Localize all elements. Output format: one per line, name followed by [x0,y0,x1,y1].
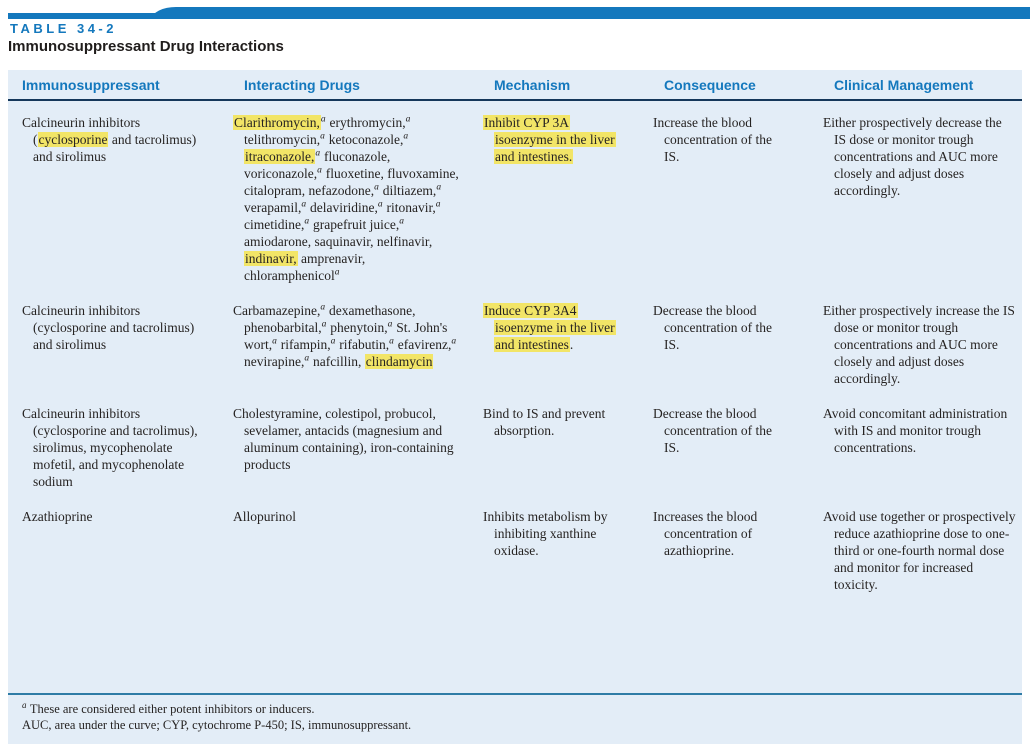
cell-interacting-drugs [233,302,483,387]
text-segment: dexamethasone, phenobarbital, [244,303,416,335]
table-row [8,508,1022,593]
cell-consequence [653,405,823,490]
highlighted-text: Inhibit CYP 3A isoenzyme in the liver and intestines. [484,115,615,164]
text-segment: St. John's wort, [244,320,448,352]
footnote-marker: a [304,353,310,364]
text-segment: Azathioprine [22,509,93,524]
text-segment: Inhibits metabolism by inhibiting xanthine oxidase. [483,509,608,558]
text-segment: cimetidine, [244,217,305,232]
footnote-marker: a [334,267,340,278]
text-segment: amprenavir, chloramphenicol [244,251,366,283]
column-header-clinical-management: Clinical Management [834,76,974,93]
cell-clinical-management [823,508,1022,593]
footnote-marker: a [301,199,307,210]
footnote-abbreviations [22,717,1012,733]
text-segment: efavirenz, [394,337,452,352]
text-segment: Calcineurin inhibitors (cyclosporine and tacrolimus), sirolimus, mycophenolate mofetil, and mycophenolate sodium [22,406,198,489]
footnote-marker: a [389,336,395,347]
highlighted-text: itraconazole, [245,149,315,164]
text-segment: Increases the blood concentration of azathioprine. [653,509,758,558]
drug-interactions-table [8,70,1022,744]
cell-mechanism [483,114,653,284]
highlighted-text: indinavir, [245,251,297,266]
text-segment: Decrease the blood concentration of the IS. [653,303,772,352]
text-segment: Cholestyramine, colestipol, probucol, sevelamer, antacids (magnesium and aluminum containing), iron-containing products [233,406,454,472]
text-segment: Allopurinol [233,509,296,524]
text-segment: ketoconazole, [325,132,404,147]
footnote-marker: a [330,336,336,347]
column-header-consequence: Consequence [664,76,756,93]
cell-immunosuppressant [8,405,233,490]
footnote-marker: a [320,302,326,313]
text-segment: verapamil, [244,200,302,215]
cell-mechanism [483,508,653,593]
text-segment: ritonavir, [383,200,436,215]
footnote-marker: a [320,131,326,142]
footnote-marker: a [403,131,409,142]
highlighted-text: cyclosporine [38,132,108,147]
footnote-marker: a [377,199,384,210]
table-header-row [8,70,1022,101]
footnote-marker: a [405,114,411,125]
footnote-marker: a [374,182,380,193]
highlighted-text: clindamycin [365,354,433,369]
text-segment: nafcillin, [309,354,365,369]
cell-clinical-management [823,302,1022,387]
cell-interacting-drugs [233,114,483,284]
footnote-marker: a [304,216,310,227]
cell-mechanism [483,302,653,387]
cell-consequence [653,302,823,387]
text-segment: Decrease the blood concentration of the IS. [653,406,772,455]
cell-consequence [653,114,823,284]
footnote-marker: a [272,336,278,347]
text-segment: delaviridine, [306,200,378,215]
text-segment: rifampin, [277,337,331,352]
text-segment: These are considered either potent inhibitors or inducers. [27,702,315,716]
footnotes [8,693,1022,744]
footnote-marker: a [387,319,393,330]
text-segment: Calcineurin inhibitors (cyclosporine and tacrolimus) and sirolimus [22,303,195,352]
text-segment: Carbamazepine, [233,303,321,318]
text-segment: grapefruit juice, [309,217,400,232]
text-segment: Avoid use together or prospectively reduce azathioprine dose to one-third or one-fourth normal dose and monitor for increased toxicity. [823,509,1016,592]
text-segment: amiodarone, saquinavir, nelfinavir, [244,234,433,249]
text-segment: diltiazem, [379,183,437,198]
footnote-marker: a [320,114,327,125]
cell-immunosuppressant [8,114,233,284]
text-segment: Either prospectively decrease the IS dose or monitor trough concentrations and AUC more closely and adjust doses accordingly. [823,115,1002,198]
table-row [8,114,1022,284]
cell-interacting-drugs [233,405,483,490]
text-segment: phenytoin, [326,320,388,335]
text-segment: . [569,337,574,352]
footnote-marker: a [317,165,323,176]
cell-mechanism [483,405,653,490]
table-row [8,302,1022,387]
footnote-marker: a [22,699,27,710]
text-segment: Either prospectively increase the IS dose or monitor trough concentrations and AUC more closely and adjust doses accordingly. [823,303,1015,386]
table-title: Immunosuppressant Drug Interactions [8,38,284,55]
table-row [8,405,1022,490]
footnote-marker: a [315,148,321,159]
text-segment: fluoxetine, fluvoxamine, citalopram, nefazodone, [244,166,459,198]
text-segment: Increase the blood concentration of the IS. [653,115,772,164]
text-segment: AUC, area under the curve; CYP, cytochrome P-450; IS, immunosuppressant. [22,718,412,732]
footnote-marker: a [399,216,405,227]
text-segment: rifabutin, [335,337,390,352]
text-segment: Avoid concomitant administration with IS and monitor trough concentrations. [823,406,1008,455]
column-header-immunosuppressant: Immunosuppressant [22,76,160,93]
text-segment: telithromycin, [244,132,321,147]
cell-interacting-drugs [233,508,483,593]
cell-clinical-management [823,405,1022,490]
cell-immunosuppressant [8,302,233,387]
footnote-marker: a [321,319,327,330]
highlighted-text: Induce CYP 3A4 isoenzyme in the liver and intestines [484,303,615,352]
footnote-marker: a [451,336,457,347]
footnote-marker: a [436,182,442,193]
table-label: TABLE 34-2 [10,21,117,36]
text-segment: Bind to IS and prevent absorption. [483,406,606,438]
column-header-interacting-drugs: Interacting Drugs [244,76,360,93]
footnote-marker: a [435,199,442,210]
text-segment: erythromycin, [326,115,406,130]
top-accent-bar [152,7,1030,19]
text-segment: fluconazole, voriconazole, [244,149,391,181]
cell-immunosuppressant [8,508,233,593]
table-body [8,101,1022,693]
cell-consequence [653,508,823,593]
highlighted-text: Clarithromycin, [234,115,320,130]
footnote-a [22,701,1012,717]
cell-clinical-management [823,114,1022,284]
text-segment: nevirapine, [244,354,305,369]
text-segment: Calcineurin inhibitors ( [22,115,141,147]
text-segment: and tacrolimus) and sirolimus [33,132,197,164]
column-header-mechanism: Mechanism [494,76,571,93]
